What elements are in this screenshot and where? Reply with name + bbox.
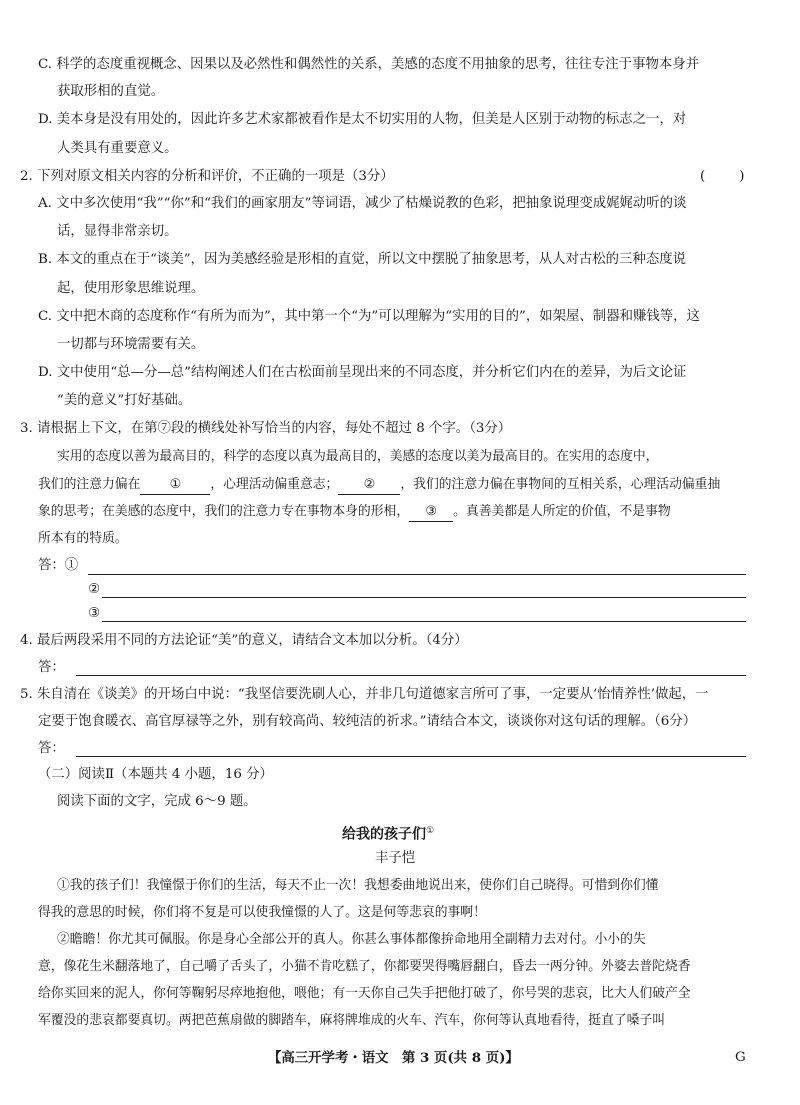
- q3-passage-line3: [38, 503, 671, 522]
- q2-stem: 2. 下列对原文相关内容的分析和评价，不正确的一项是（3分）: [20, 169, 394, 184]
- page-footer: 【高三开学考・语文 第 3 页(共 8 页)】: [268, 1050, 519, 1066]
- q2-option-a-line2: 话，显得非常亲切。: [57, 224, 178, 239]
- q2-option-b-line1: B. 本文的重点在于“谈美”，因为美感经验是形相的直觉，所以文中摆脱了抽象思考，从人对古松的三种态度说: [38, 252, 687, 267]
- q3-passage-text: ，我们的注意力偏在事物间的互相关系，心理活动偏重抽: [400, 477, 721, 492]
- passage-author: 丰子恺: [375, 851, 416, 866]
- q3-passage-line2: [38, 476, 720, 495]
- q3-stem: 3. 请根据上下文，在第⑦段的横线处补写恰当的内容，每处不超过 8 个字。（3分）: [20, 421, 512, 436]
- section-instruction: 阅读下面的文字，完成 6～9 题。: [57, 794, 257, 809]
- q2-option-b-line2: 起，使用形象思维说理。: [57, 281, 205, 296]
- q3-answer-label-1: 答：①: [38, 558, 79, 573]
- passage-para2-line1: ②瞻瞻！你尤其可佩服。你是身心全部公开的真人。你甚么事体都像拚命地用全副精力去对付。小小的失: [57, 932, 646, 947]
- q5-stem-line2: 定要于饱食暖衣、高官厚禄等之外，别有较高尚、较纯洁的祈求。”请结合本文，谈谈你对这句话的理解。（6分）: [38, 714, 697, 729]
- q3-answer-line-1[interactable]: [88, 574, 746, 575]
- q3-passage-text: 我们的注意力偏在: [38, 477, 141, 492]
- q3-passage-text: ，心理活动偏重意志；: [210, 477, 339, 492]
- q1-option-d-line2: 人类具有重要意义。: [57, 141, 178, 156]
- q4-answer-line[interactable]: [76, 675, 746, 676]
- q4-answer-label: 答：: [38, 660, 65, 675]
- section-header: （二）阅读Ⅱ（本题共 4 小题，16 分）: [38, 767, 273, 782]
- passage-para1-line2: 得我的意思的时候，你们将不复是可以使我憧憬的人了。这是何等悲哀的事啊！: [38, 905, 486, 920]
- q3-blank-1: ①: [140, 476, 210, 495]
- passage-para2-line4: 军覆没的悲哀都要真切。两把芭蕉扇做的脚踏车，麻将牌堆成的火车、汽车，你何等认真地看待，挺直了嗓子叫: [38, 1013, 666, 1028]
- q3-blank-2: ②: [338, 476, 400, 495]
- q1-option-c-line1: C. 科学的态度重视概念、因果以及必然性和偶然性的关系，美感的态度不用抽象的思考，往往专注于事物本身并: [38, 57, 700, 72]
- q5-answer-line[interactable]: [76, 756, 746, 757]
- title-footnote-marker: ①: [426, 826, 435, 836]
- passage-para2-line2: 意，像花生米翻落地了，自己嚼了舌头了，小猫不肯吃糕了，你都要哭得嘴唇翻白，昏去一两分钟。外婆去普陀烧香: [38, 959, 691, 974]
- q2-option-c-line1: C. 文中把木商的态度称作“有所为而为”，其中第一个“为”可以理解为“实用的目的”，如架屋、制器和赚钱等，这: [38, 309, 700, 324]
- passage-para2-line3: 给你买回来的泥人，你何等鞠躬尽瘁地抱他，喂他；有一天你自己失手把他打破了，你号哭的悲哀，比大人们破产全: [38, 986, 691, 1001]
- paper-code: G: [735, 1050, 746, 1065]
- q1-option-c-line2: 获取形相的直觉。: [57, 84, 165, 99]
- q2-option-a-line1: A. 文中多次使用“我”“你”和“我们的画家朋友”等词语，减少了枯燥说教的色彩，把抽象说理变成娓娓动听的谈: [38, 196, 687, 211]
- q2-option-d-line1: D. 文中使用“总—分—总”结构阐述人们在古松面前呈现出来的不同态度，并分析它们内在的差异，为后文论证: [38, 365, 687, 380]
- q3-answer-label-3: ③: [88, 606, 101, 621]
- q5-stem-line1: 5. 朱自清在《谈美》的开场白中说：“我坚信要洗刷人心，并非几句道德家言所可了事，一定要从‘怡情养性’做起，一: [20, 687, 709, 702]
- q3-passage-line4: 所本有的特质。: [38, 531, 128, 546]
- q3-answer-line-3[interactable]: [102, 621, 746, 622]
- q3-passage-text: 。真善美都是人所定的价值，不是事物: [453, 504, 671, 519]
- q3-passage-line1: 实用的态度以善为最高目的，科学的态度以真为最高目的，美感的态度以美为最高目的。在实用的态度中，: [57, 449, 659, 464]
- q5-answer-label: 答：: [38, 741, 65, 756]
- q3-passage-text: 象的思考；在美感的态度中，我们的注意力专在事物本身的形相，: [38, 504, 410, 519]
- q4-stem: 4. 最后两段采用不同的方法论证“美”的意义，请结合文本加以分析。（4分）: [20, 633, 468, 648]
- q2-option-d-line2: “美的意义”打好基础。: [57, 393, 192, 408]
- passage-title: [342, 822, 434, 844]
- passage-para1-line1: ①我的孩子们！我憧憬于你们的生活，每天不止一次！我想委曲地说出来，使你们自己晓得。可惜到你们懂: [57, 878, 659, 893]
- q2-answer-bracket[interactable]: ( ): [700, 169, 745, 184]
- q3-answer-line-2[interactable]: [102, 597, 746, 598]
- q3-answer-label-2: ②: [88, 582, 101, 597]
- passage-title-text: 给我的孩子们: [342, 826, 426, 843]
- q2-option-c-line2: 一切都与环境需要有关。: [57, 337, 205, 352]
- q1-option-d-line1: D. 美本身是没有用处的，因此许多艺术家都被看作是太不切实用的人物，但美是人区别于动物的标志之一，对: [38, 112, 687, 127]
- q3-blank-3: ③: [409, 503, 453, 522]
